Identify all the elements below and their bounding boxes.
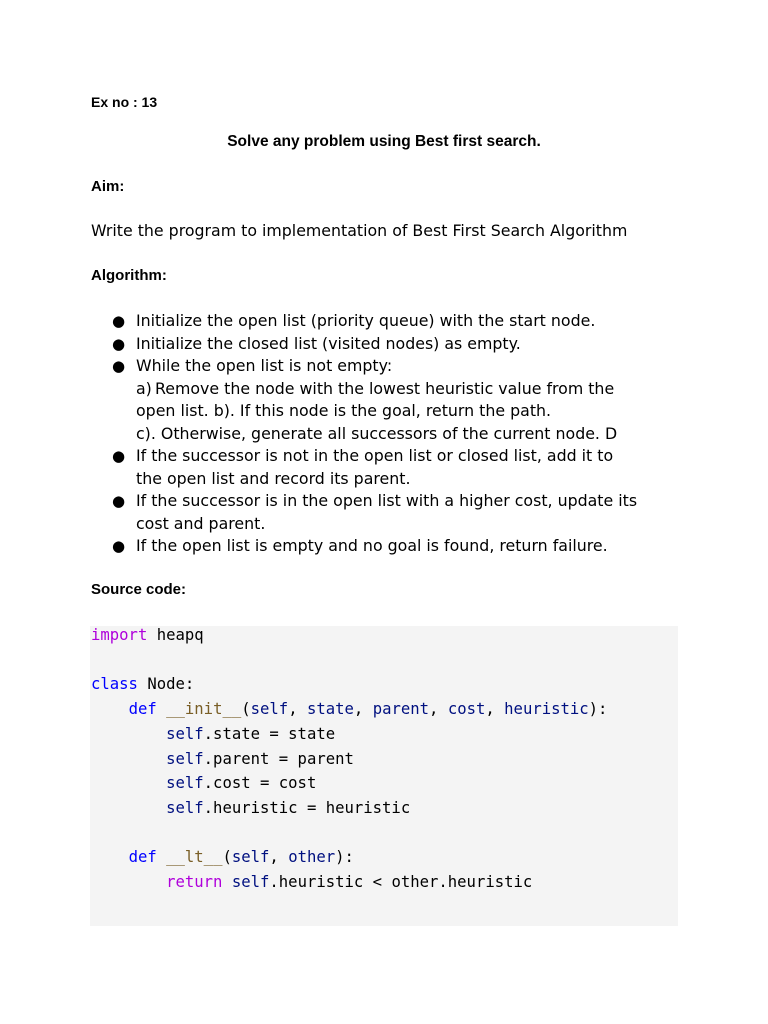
code-line-assign-heuristic: self.heuristic = heuristic [166,798,411,817]
bullet-icon: ● [112,312,126,330]
list-item-line: If the open list is empty and no goal is found, return failure. [136,536,608,555]
list-item-line: a) Remove the node with the lowest heuristic value from the [136,378,615,398]
bullet-icon: ● [112,447,126,465]
code-line-assign-cost: self.cost = cost [166,774,317,793]
list-item [112,445,672,490]
list-item-line: c). Otherwise, generate all successors of the current node. D [136,423,618,443]
list-item-line: If the successor is not in the open list or closed list, add it to [136,446,614,465]
list-item [112,355,672,445]
list-item-line: the open list and record its parent. [136,468,411,488]
bullet-icon: ● [112,492,126,510]
list-item-line: Initialize the closed list (visited nodes) as empty. [136,333,521,353]
code-line-assign-parent: self.parent = parent [166,749,354,768]
list-item-line: While the open list is not empty: [136,356,393,375]
code-line-return: return self.heuristic < other.heuristic [166,873,533,892]
code-line-import: import heapq [91,626,204,644]
source-code-heading: Source code: [91,581,187,598]
code-line-assign-state: self.state = state [166,724,336,743]
page-title: Solve any problem using Best first search. [227,133,541,150]
list-item-line: open list. b). If this node is the goal, return the path. [136,401,552,420]
algorithm-list [112,310,672,558]
bullet-icon: ● [112,334,126,353]
aim-heading: Aim: [91,178,125,195]
list-item [112,310,672,333]
list-item-line: Initialize the open list (priority queue) with the start node. [136,311,596,330]
aim-text: Write the program to implementation of Best First Search Algorithm [91,221,628,240]
code-block [91,623,607,895]
list-item [112,333,672,356]
bullet-icon: ● [112,537,126,555]
exercise-number: Ex no : 13 [91,94,158,110]
list-item-line: If the successor is in the open list with a higher cost, update its [136,491,638,510]
list-item-line: cost and parent. [136,513,266,533]
list-item [112,490,672,535]
algorithm-heading: Algorithm: [91,267,167,284]
list-item [112,535,672,558]
bullet-icon: ● [112,357,126,375]
code-line-def-lt: def __lt__(self, other): [128,848,354,867]
code-line-class: class Node: [91,675,195,694]
code-line-def-init: def __init__(self, state, parent, cost, heuristic): [128,700,608,719]
